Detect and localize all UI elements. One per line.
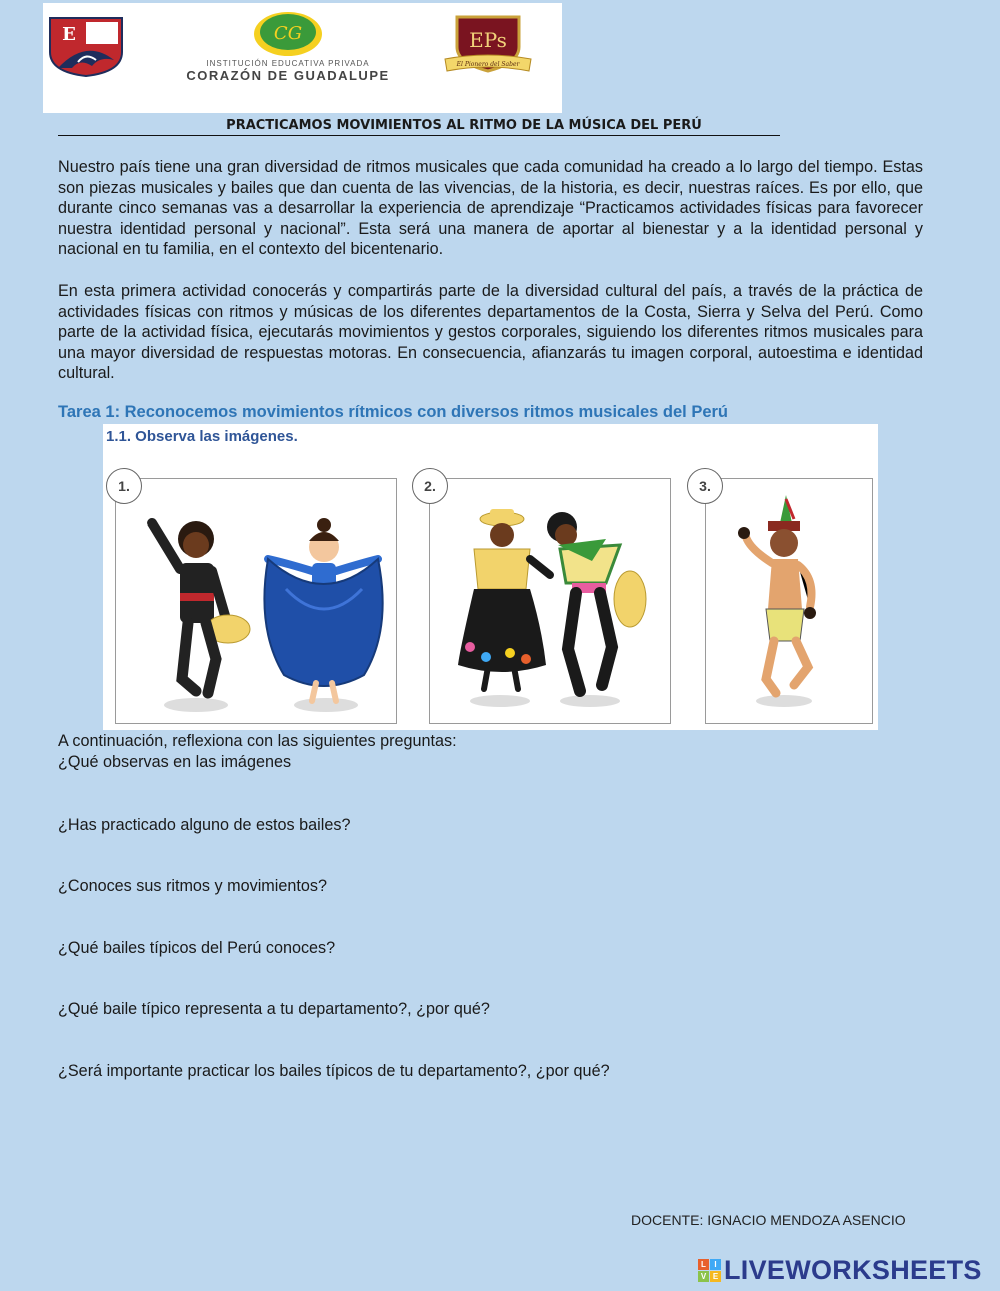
institution-logo	[148, 8, 428, 88]
eps-motto: El Pionero del Saber	[456, 61, 520, 68]
image-number-2: 2.	[412, 468, 448, 504]
question-6: ¿Será importante practicar los bailes típicos de tu departamento?, ¿por qué?	[58, 1062, 610, 1080]
image-number-3: 3.	[687, 468, 723, 504]
institution-type: INSTITUCIÓN EDUCATIVA PRIVADA	[206, 59, 370, 68]
school-crest-logo	[48, 16, 124, 83]
image-frame-1	[115, 478, 397, 724]
activity-paragraph: En esta primera actividad conocerás y compartirás parte de la diversidad cultural del país, a través de la práctica de actividades físicas con ritmos y músicas de los diferentes departamentos de la Costa, Sierra y Selva del Perú. Como parte de la actividad física, ejecutarás movimientos y gestos corporales, siguiendo los diferentes ritmos musicales para una mayor diversidad de respuestas motoras. En consecuencia, afianzarás tu imagen corporal, autoestima e identidad cultural.	[58, 282, 923, 383]
images-subheading: 1.1. Observa las imágenes.	[106, 428, 298, 445]
huayno-dancers-illustration	[430, 479, 670, 723]
eps-logo	[443, 13, 533, 88]
question-1: ¿Qué observas en las imágenes	[58, 753, 292, 771]
intro-paragraph: Nuestro país tiene una gran diversidad de ritmos musicales que cada comunidad ha creado a lo largo del tiempo. Estas son piezas musicales y bailes que dan cuenta de las vivencias, de la historia, es decir, nuestras raíces. Es por ello, que durante cinco semanas vas a desarrollar la experiencia de aprendizaje “Practicamos actividades físicas para favorecer nuestra identidad personal y nacional”. Esta será una manera de aportar al bienestar y a la identidad personal y nacional en tu familia, en el contexto del bicentenario.	[58, 158, 923, 259]
liveworksheets-brand[interactable]	[698, 1255, 982, 1285]
reflection-intro: A continuación, reflexiona con las siguientes preguntas:	[58, 732, 457, 750]
image-frame-2	[429, 478, 671, 724]
liveworksheets-label: LIVEWORKSHEETS	[724, 1254, 982, 1285]
task-heading: Tarea 1: Reconocemos movimientos rítmicos con diversos ritmos musicales del Perú	[58, 403, 729, 421]
question-4: ¿Qué bailes típicos del Perú conoces?	[58, 939, 336, 957]
selva-dancer-illustration	[706, 479, 872, 723]
image-number-1: 1.	[106, 468, 142, 504]
teacher-name: DOCENTE: IGNACIO MENDOZA ASENCIO	[631, 1212, 906, 1228]
question-5: ¿Qué baile típico representa a tu departamento?, ¿por qué?	[58, 1000, 490, 1018]
liveworksheets-icon: L I V E	[698, 1259, 721, 1282]
institution-name: CORAZÓN DE GUADALUPE	[186, 68, 390, 83]
dance-images-panel	[103, 424, 878, 730]
crest-letter: E	[62, 24, 76, 45]
marinera-dancers-illustration	[116, 479, 396, 723]
question-3: ¿Conoces sus ritmos y movimientos?	[58, 877, 327, 895]
eps-letters: EPs	[469, 28, 507, 52]
header-logo-banner	[43, 3, 562, 113]
svg-text:CG: CG	[273, 23, 303, 44]
question-2: ¿Has practicado alguno de estos bailes?	[58, 816, 351, 834]
page-title: PRACTICAMOS MOVIMIENTOS AL RITMO DE LA MÚSICA DEL PERÚ	[58, 117, 780, 136]
image-frame-3	[705, 478, 873, 724]
